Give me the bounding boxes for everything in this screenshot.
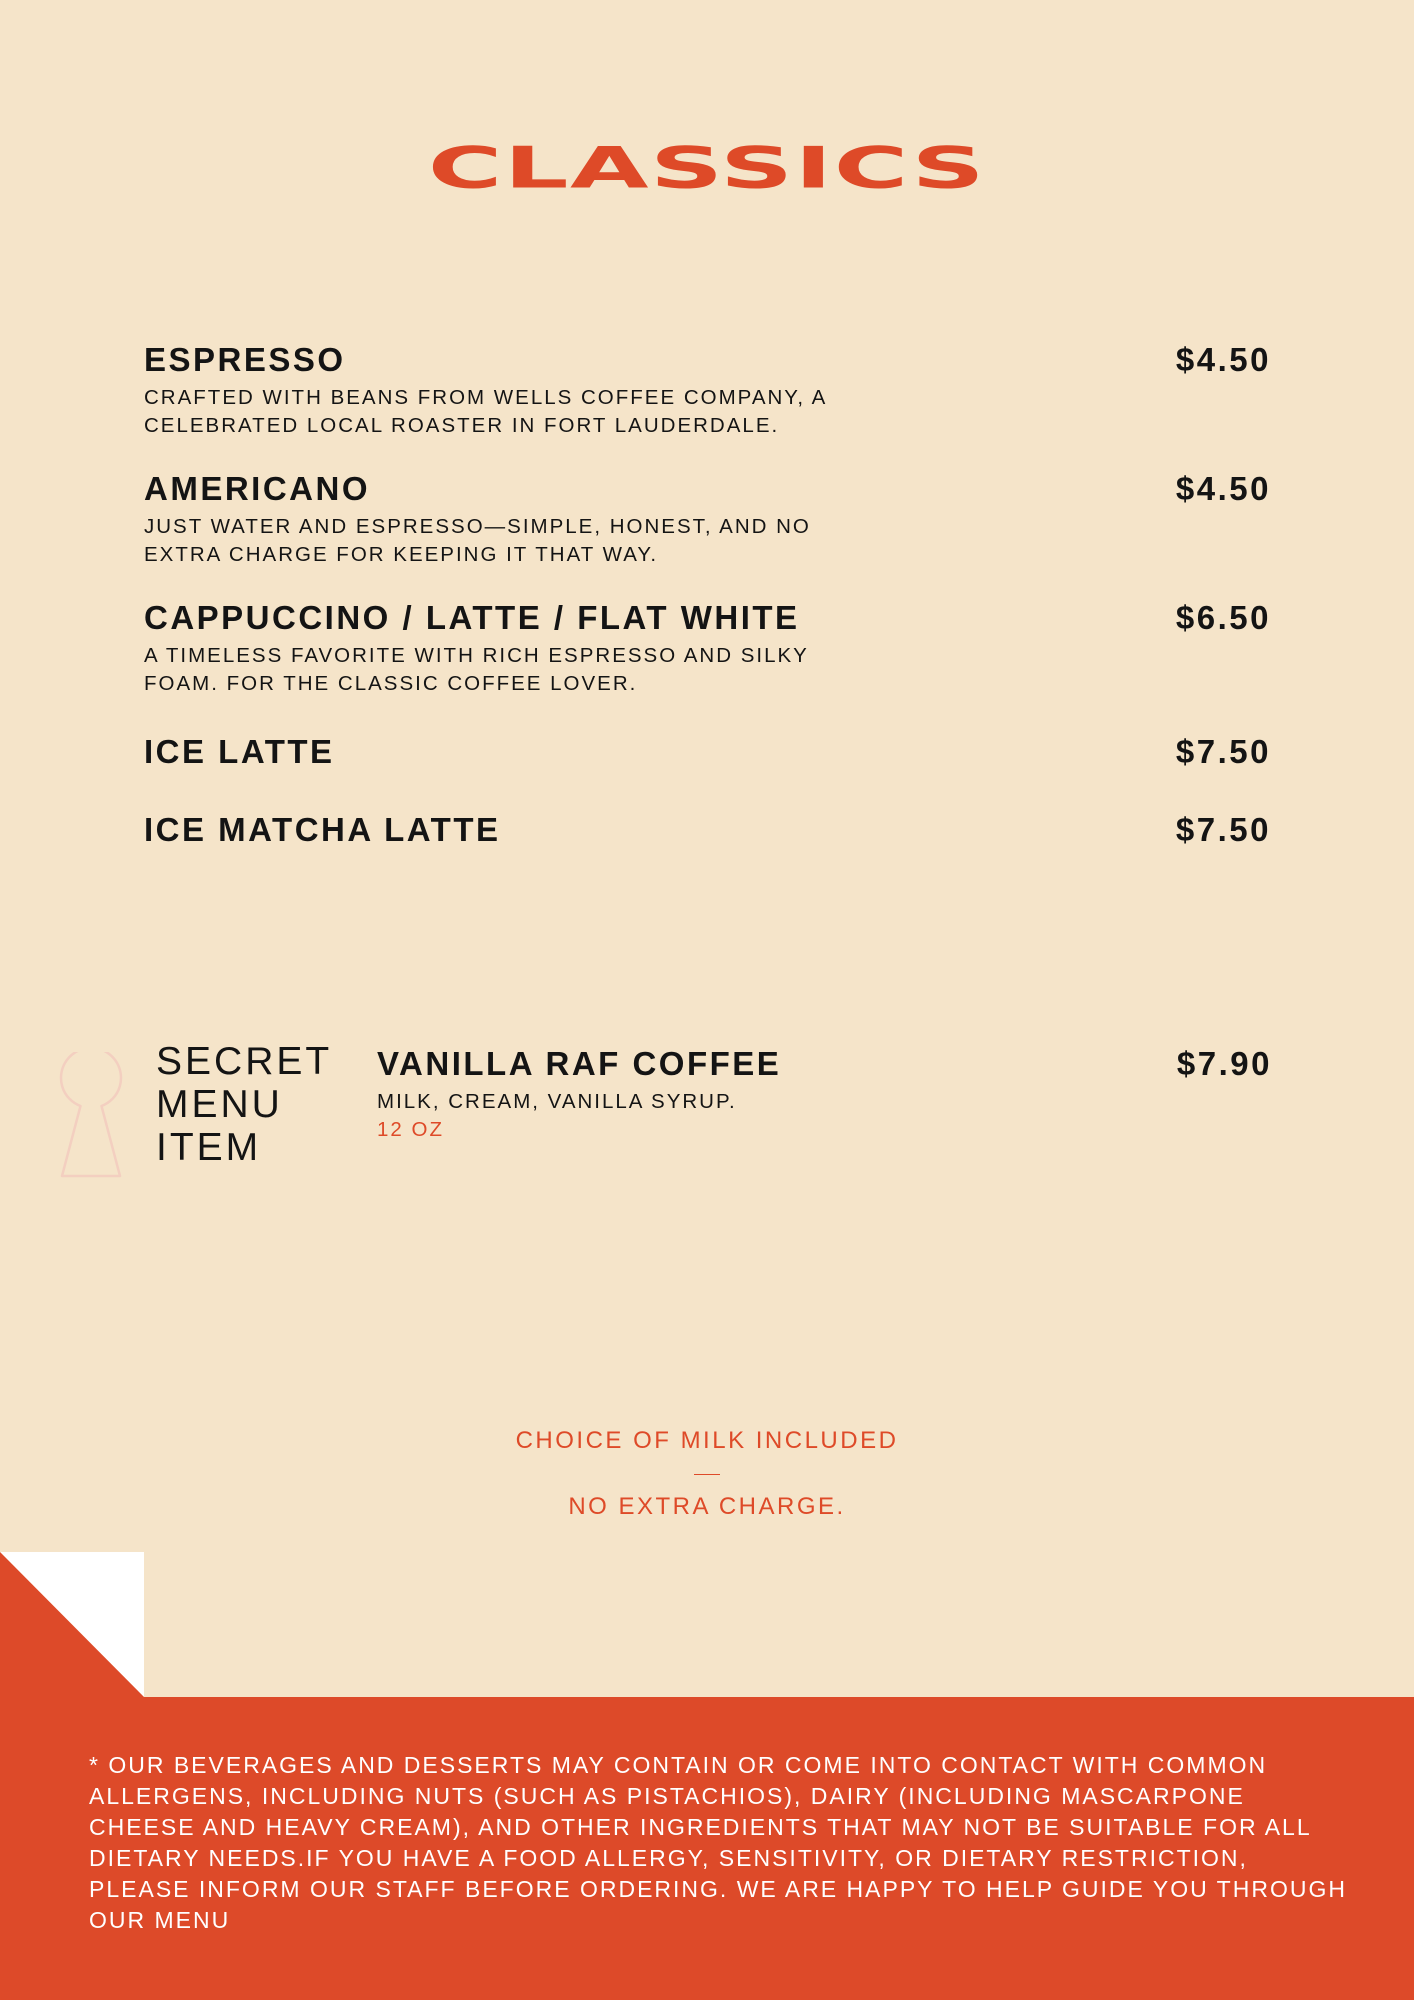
item-price: $4.50 — [1175, 341, 1271, 378]
item-description: CRAFTED WITH BEANS FROM WELLS COFFEE COMPANY, A CELEBRATED LOCAL ROASTER IN FORT LAUDERDALE. — [144, 386, 827, 437]
item-price: $7.50 — [1175, 811, 1271, 848]
milk-note-line1: CHOICE OF MILK INCLUDED — [515, 1427, 899, 1454]
item-price: $7.90 — [1176, 1045, 1272, 1082]
item-name: AMERICANO — [144, 470, 370, 507]
secret-label-line: MENU — [156, 1083, 283, 1126]
menu-item-espresso — [144, 340, 1274, 440]
menu-item-ice-latte — [144, 732, 1274, 772]
milk-note-line2: NO EXTRA CHARGE. — [568, 1493, 846, 1520]
item-size: 12 OZ — [377, 1118, 444, 1141]
menu-item-ice-matcha-latte — [144, 810, 1274, 850]
item-name: ICE LATTE — [144, 733, 335, 770]
folded-corner — [0, 1552, 146, 1698]
item-name: VANILLA RAF COFFEE — [377, 1045, 782, 1082]
secret-menu-item — [56, 1040, 1276, 1180]
item-description: JUST WATER AND ESPRESSO—SIMPLE, HONEST, AND NO EXTRA CHARGE FOR KEEPING IT THAT WAY. — [144, 515, 811, 566]
item-price: $4.50 — [1175, 470, 1271, 507]
item-name: ICE MATCHA LATTE — [144, 811, 501, 848]
secret-label-line: SECRET — [156, 1040, 333, 1083]
item-price: $7.50 — [1175, 733, 1271, 770]
page-title: CLASSICS — [427, 134, 987, 202]
secret-label-line: ITEM — [156, 1126, 262, 1169]
keyhole-icon — [56, 1052, 126, 1178]
item-description: MILK, CREAM, VANILLA SYRUP. — [377, 1090, 737, 1113]
item-name: ESPRESSO — [144, 341, 346, 378]
item-description: A TIMELESS FAVORITE WITH RICH ESPRESSO AND SILKY FOAM. FOR THE CLASSIC COFFEE LOVER. — [144, 644, 809, 695]
item-name: CAPPUCCINO / LATTE / FLAT WHITE — [144, 599, 800, 636]
item-price: $6.50 — [1175, 599, 1271, 636]
menu-item-cappuccino-latte-flat-white — [144, 598, 1274, 698]
menu-item-americano — [144, 469, 1274, 569]
secret-menu-label — [156, 1040, 332, 1169]
allergen-notice: * OUR BEVERAGES AND DESSERTS MAY CONTAIN OR COME INTO CONTACT WITH COMMON ALLERGENS, INCLUDING NUTS (SUCH AS PISTACHIOS), DAIRY (INCLUDING MASCARPONE CHEESE AND HEAVY CREAM), AND OTHER INGREDIENTS THAT MAY NOT BE SUITABLE FOR ALL DIETARY NEEDS.IF YOU HAVE A FOOD ALLERGY, SENSITIVITY, OR DIETARY RESTRICTION, PLEASE INFORM OUR STAFF BEFORE ORDERING. WE ARE HAPPY TO HELP GUIDE YOU THROUGH OUR MENU — [89, 1752, 1347, 1933]
milk-note-divider — [694, 1474, 720, 1475]
